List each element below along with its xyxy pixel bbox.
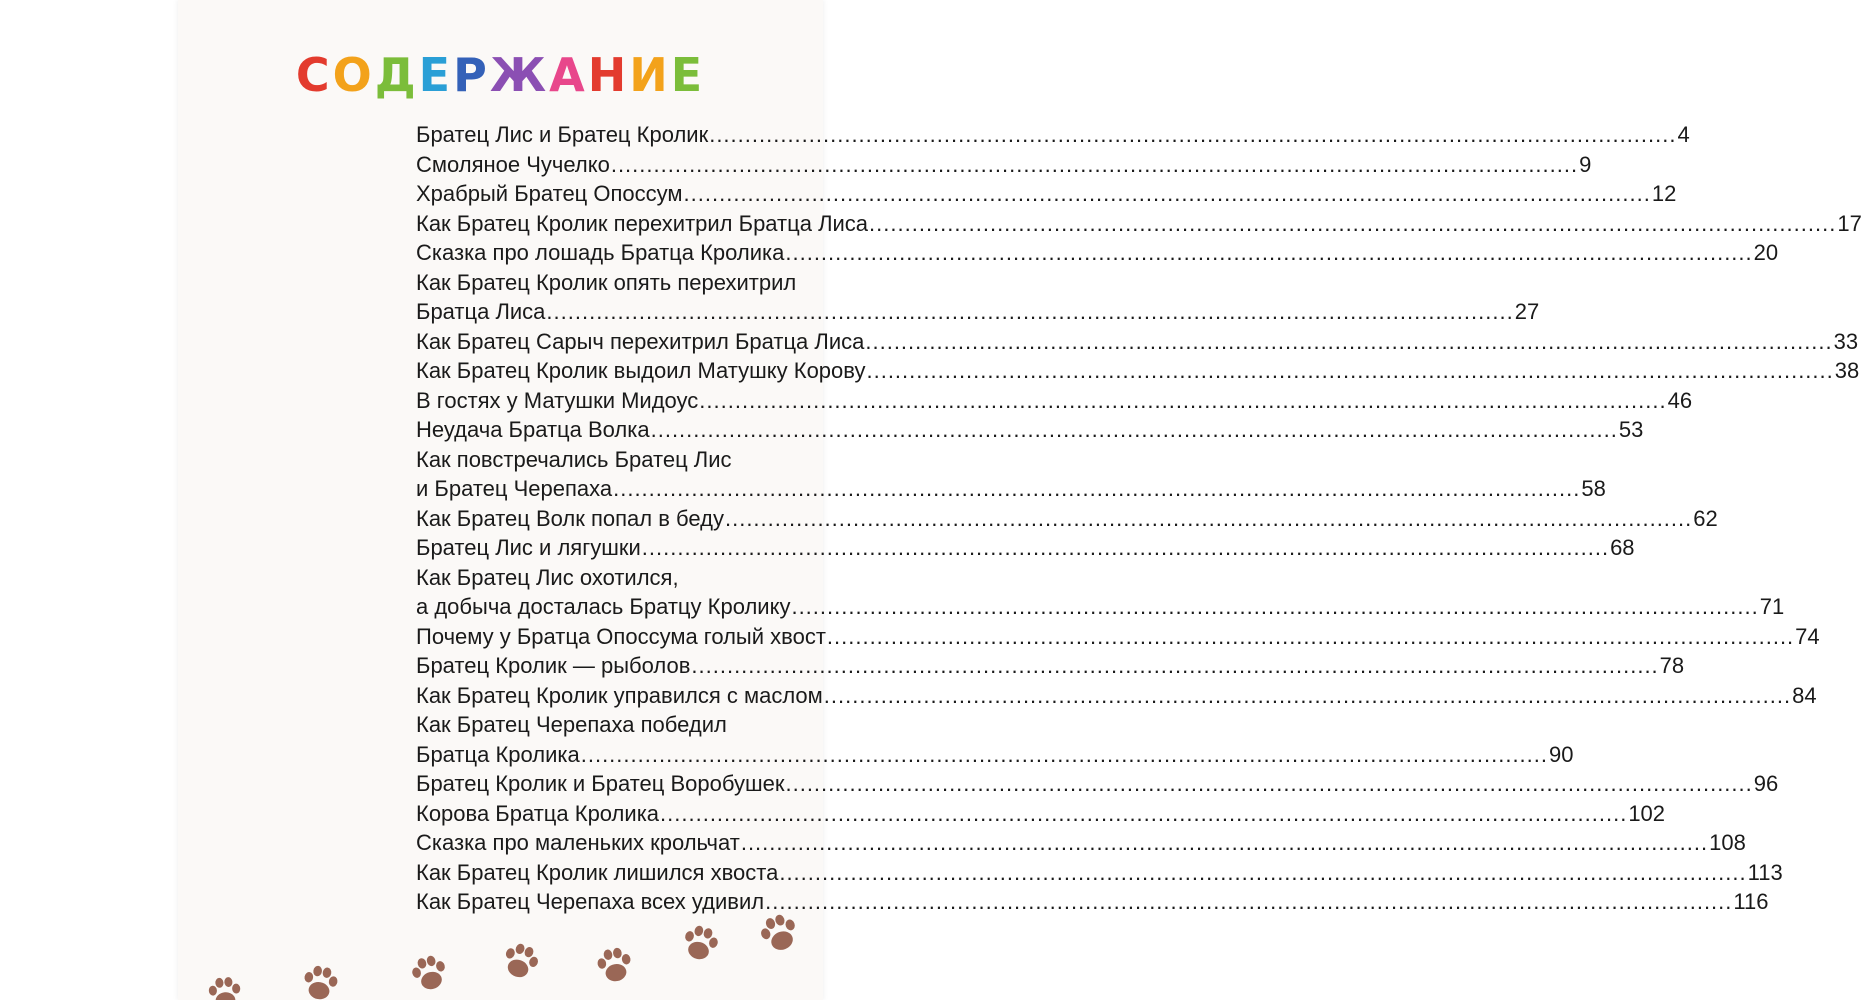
toc-entry[interactable] [416,533,1635,563]
toc-entry-page: 17 [1837,210,1862,236]
title-letter: Р [453,48,490,102]
toc-entry[interactable] [416,150,1592,180]
toc-entry-page: 4 [1677,122,1690,147]
toc-entry-title-line: Как Братец Кролик опять перехитрил [416,269,797,295]
toc-entry-title: Как Братец Волк попал в беду [416,505,724,531]
toc-entry-title: Как Братец Черепаха всех удивил [416,889,765,914]
title-letter: А [549,48,588,102]
toc-entry-title-line: Как повстречались Братец Лис [416,446,732,472]
toc-entry[interactable] [416,858,1783,888]
title-letter: Е [418,48,454,102]
page-title [178,48,823,102]
toc-entry-page: 46 [1667,387,1693,413]
toc-entry-title: Корова Братца Кролика [416,800,660,826]
toc-entry-title: Почему у Братца Опоссума голый хвост [416,623,826,649]
toc-entry-row [416,622,1820,652]
toc-entry[interactable] [416,799,1666,829]
toc-entry-row [416,858,1783,888]
toc-entry-title: Братец Кролик и Братец Воробушек [416,771,785,796]
dot-leader [651,415,1618,445]
toc-entry[interactable] [416,386,1693,416]
dot-leader [741,828,1708,858]
toc-entry-title: Неудача Братца Волка [416,417,650,442]
dot-leader [611,150,1578,180]
dot-leader [785,238,1752,268]
toc-entry-page: 78 [1659,653,1685,678]
dot-leader [546,297,1513,327]
dot-leader [765,887,1732,917]
toc-entry-page: 9 [1579,151,1592,177]
toc-entry[interactable] [416,563,1785,622]
toc-entry-row [416,828,1746,858]
toc-entry-page: 62 [1693,505,1718,531]
toc-entry-page: 71 [1759,594,1785,619]
toc-entry[interactable] [416,327,1859,357]
dot-leader [791,592,1758,622]
toc-entry-page: 113 [1747,859,1783,885]
toc-entry-row [416,356,1860,386]
toc-entry-page: 108 [1709,830,1746,855]
toc-entry[interactable] [416,415,1644,445]
toc-entry[interactable] [416,445,1606,504]
toc-entry-title: Как Братец Кролик выдоил Матушку Корову [416,358,866,383]
toc-entry-page: 74 [1795,623,1820,649]
toc-entry[interactable] [416,651,1685,681]
dot-leader [725,504,1692,534]
toc-entry-row [416,179,1677,209]
title-letter: Ж [489,48,550,102]
toc-entry-row [416,592,1785,622]
toc-entry-title: В гостях у Матушки Мидоус [416,387,699,413]
toc-entry-row [416,651,1685,681]
dot-leader [824,681,1791,711]
toc-entry-row [416,415,1644,445]
dot-leader [785,769,1752,799]
title-letter: Н [587,48,630,102]
toc-entry-title: Братец Кролик — рыболов [416,653,691,678]
toc-entry-title: Смоляное Чучелко [416,151,610,177]
toc-entry[interactable] [416,268,1540,327]
title-letter: Д [374,48,419,102]
toc-entry-page: 68 [1610,535,1635,560]
toc-entry-title: Как Братец Кролик управился с маслом [416,682,823,708]
toc-entry-page: 84 [1792,682,1817,708]
dot-leader [613,474,1580,504]
toc-entry-page: 58 [1581,476,1606,501]
dot-leader [581,740,1548,770]
toc-entry-row [416,740,1574,770]
table-of-contents [416,120,1862,917]
toc-entry-page: 33 [1833,328,1859,354]
toc-entry-row [416,769,1779,799]
toc-entry-row [416,474,1606,504]
toc-entry-row [416,238,1779,268]
toc-entry-page: 53 [1618,417,1644,442]
toc-entry-row [416,533,1635,563]
toc-entry-title: а добыча досталась Братцу Кролику [416,594,791,619]
title-letter: Е [670,48,706,102]
toc-entry-row [416,386,1693,416]
toc-entry-title: Как Братец Сарыч перехитрил Братца Лиса [416,328,865,354]
toc-entry-row [416,681,1817,711]
dot-leader [642,533,1609,563]
toc-entry[interactable] [416,504,1718,534]
toc-entry[interactable] [416,710,1574,769]
toc-entry[interactable] [416,356,1860,386]
toc-entry-title: Братца Кролика [416,741,580,767]
toc-entry-page: 12 [1651,181,1677,206]
dot-leader [691,651,1658,681]
toc-entry-title: Братец Лис и Братец Кролик [416,122,709,147]
toc-entry[interactable] [416,120,1690,150]
title-letter: С [295,48,333,102]
title-letter: О [332,48,375,102]
toc-entry-title-line: Как Братец Черепаха победил [416,712,727,737]
toc-entry[interactable] [416,828,1746,858]
dot-leader [660,799,1627,829]
toc-entry-title: Как Братец Кролик перехитрил Братца Лиса [416,210,869,236]
dot-leader [779,858,1746,888]
dot-leader [827,622,1794,652]
toc-entry-title: Сказка про лошадь Братца Кролика [416,240,785,265]
toc-entry-title: Братца Лиса [416,299,546,324]
toc-entry-row [416,150,1592,180]
toc-entry-title-line: Как Братец Лис охотился, [416,564,679,590]
toc-entry[interactable] [416,209,1862,239]
toc-entry-row [416,799,1666,829]
dot-leader [709,120,1676,150]
toc-entry-title: Братец Лис и лягушки [416,535,641,560]
toc-entry[interactable] [416,769,1779,799]
toc-entry-title: Как Братец Кролик лишился хвоста [416,859,779,885]
title-letter: И [629,48,671,102]
toc-entry-row [416,504,1718,534]
toc-entry-page: 90 [1549,741,1574,767]
dot-leader [869,209,1836,239]
toc-entry-page: 116 [1733,889,1769,914]
toc-entry-row [416,297,1540,327]
toc-entry-page: 38 [1834,358,1860,383]
book-page [178,0,1862,1000]
toc-entry[interactable] [416,681,1817,711]
toc-entry[interactable] [416,179,1677,209]
dot-leader [684,179,1651,209]
toc-entry-row [416,120,1690,150]
toc-entry-page: 96 [1753,771,1779,796]
toc-entry-title: и Братец Черепаха [416,476,613,501]
toc-entry[interactable] [416,238,1779,268]
toc-entry-title: Храбрый Братец Опоссум [416,181,683,206]
toc-entry-title: Сказка про маленьких крольчат [416,830,740,855]
toc-entry-row [416,327,1859,357]
toc-entry-page: 27 [1514,299,1540,324]
toc-entry-page: 102 [1628,800,1666,826]
toc-entry-row [416,209,1862,239]
toc-entry-row [416,887,1769,917]
toc-entry-page: 20 [1753,240,1779,265]
dot-leader [866,356,1833,386]
dot-leader [865,327,1832,357]
toc-entry[interactable] [416,622,1820,652]
dot-leader [699,386,1666,416]
toc-entry[interactable] [416,887,1769,917]
